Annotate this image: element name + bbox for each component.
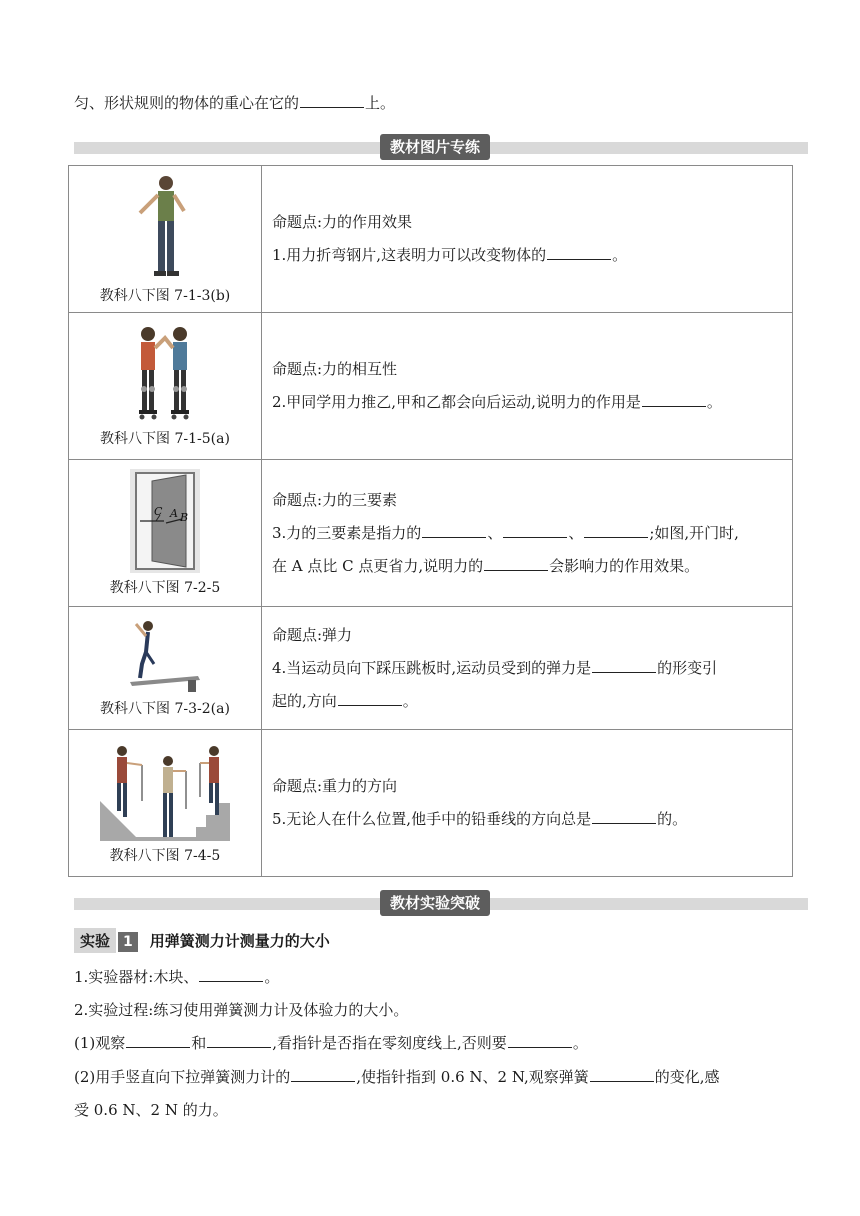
- answer-blank[interactable]: [422, 523, 486, 538]
- section-title: 教材图片专练: [380, 134, 490, 160]
- experiment-title: 用弹簧测力计测量力的大小: [149, 932, 330, 950]
- door-force-points-figure: [130, 469, 200, 573]
- two-skaters-pushing-figure: [130, 324, 200, 424]
- figure-caption: 教科八下图 7-4-5: [109, 848, 221, 864]
- table-row: [69, 313, 793, 460]
- question-point: 命题点:弹力: [272, 625, 353, 644]
- door-label-a: A: [170, 507, 178, 520]
- section-banner-experiments: [74, 894, 808, 912]
- question-point: 命题点:重力的方向: [272, 777, 398, 795]
- question-text: 1.用力折弯钢片,这表明力可以改变物体的 。: [272, 246, 628, 264]
- section-banner-figures: [74, 138, 808, 156]
- answer-blank[interactable]: [207, 1033, 271, 1048]
- answer-blank[interactable]: [642, 392, 706, 407]
- plumb-line-people-figure: [100, 741, 230, 841]
- diver-springboard-figure: [120, 618, 210, 694]
- question-text: 2.甲同学用力推乙,甲和乙都会向后运动,说明力的作用是 。: [272, 393, 722, 411]
- experiment-number: 1: [118, 932, 138, 952]
- exp-line-step1: (1)观察 和 ,看指针是否指在零刻度线上,否则要 。: [74, 1034, 588, 1052]
- question-point: 命题点:力的相互性: [272, 360, 398, 378]
- exp-line-step2: (2)用手竖直向下拉弹簧测力计的 ,使指针指到 0.6 N、2 N,观察弹簧 的变化,感: [74, 1068, 720, 1086]
- answer-blank[interactable]: [584, 523, 648, 538]
- question-text: 5.无论人在什么位置,他手中的铅垂线的方向总是 的。: [272, 810, 688, 828]
- question-text-cont: 在 A 点比 C 点更省力,说明力的 会影响力的作用效果。: [272, 556, 700, 575]
- question-text: 3.力的三要素是指力的 、 、 ;如图,开门时,: [272, 523, 739, 542]
- section-title: 教材实验突破: [380, 890, 490, 916]
- figure-caption: 教科八下图 7-1-5(a): [100, 431, 230, 447]
- question-point: 命题点:力的三要素: [272, 490, 398, 509]
- answer-blank[interactable]: [592, 809, 656, 824]
- experiment-heading: [74, 928, 330, 953]
- answer-blank[interactable]: [503, 523, 567, 538]
- answer-blank[interactable]: [592, 658, 656, 673]
- answer-blank[interactable]: [291, 1067, 355, 1082]
- table-row: [69, 166, 793, 313]
- answer-blank[interactable]: [508, 1033, 572, 1048]
- question-point: 命题点:力的作用效果: [272, 213, 413, 231]
- question-text: 4.当运动员向下踩压跳板时,运动员受到的弹力是 的形变引: [272, 658, 718, 677]
- exp-line-step2-cont: 受 0.6 N、2 N 的力。: [74, 1101, 228, 1119]
- answer-blank[interactable]: [590, 1067, 654, 1082]
- exp-line-materials: 1.实验器材:木块、 。: [74, 968, 280, 986]
- intro-line: 匀、形状规则的物体的重心在它的 上。: [74, 94, 396, 112]
- table-row: [69, 607, 793, 730]
- answer-blank[interactable]: [199, 967, 263, 982]
- answer-blank[interactable]: [300, 93, 364, 108]
- figure-caption: 教科八下图 7-1-3(b): [99, 288, 231, 304]
- experiment-label: 实验: [74, 928, 116, 953]
- figure-caption: 教科八下图 7-3-2(a): [100, 701, 230, 717]
- exp-line-process: 2.实验过程:练习使用弹簧测力计及体验力的大小。: [74, 1001, 409, 1019]
- answer-blank[interactable]: [547, 245, 611, 260]
- door-label-b: B: [180, 511, 189, 524]
- answer-blank[interactable]: [338, 691, 402, 706]
- table-row: [69, 460, 793, 607]
- person-bending-steel-figure: [130, 173, 200, 281]
- figure-question-table: [68, 165, 793, 877]
- answer-blank[interactable]: [126, 1033, 190, 1048]
- question-text-cont: 起的,方向 。: [272, 691, 418, 710]
- figure-caption: 教科八下图 7-2-5: [109, 580, 221, 596]
- answer-blank[interactable]: [484, 556, 548, 571]
- table-row: [69, 730, 793, 877]
- door-label-c: C: [154, 505, 163, 518]
